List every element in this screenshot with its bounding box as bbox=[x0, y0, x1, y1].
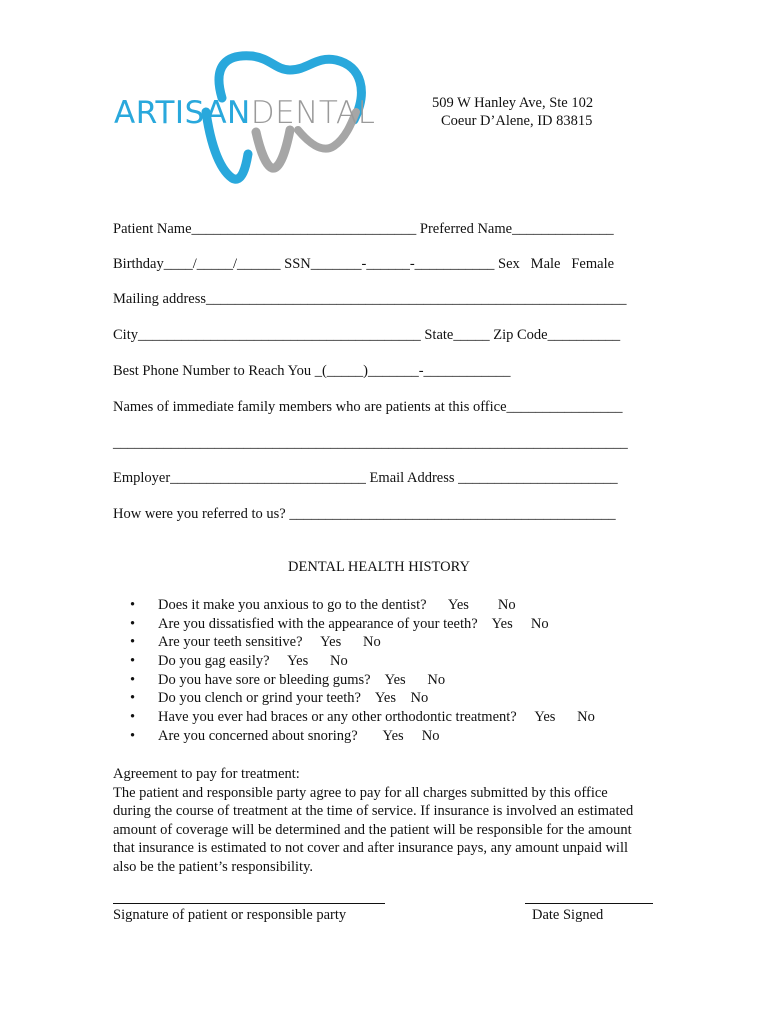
agreement-line: The patient and responsible party agree to pay for all charges submitted by this office bbox=[113, 784, 608, 801]
agreement-line: amount of coverage will be determined and the patient will be responsible for the amount bbox=[113, 821, 632, 838]
question-text: Have you ever had braces or any other orthodontic treatment? Yes No bbox=[158, 709, 595, 726]
birthday-ssn-sex-field[interactable]: Birthday____/_____/______ SSN_______-______-___________ Sex Male Female bbox=[113, 256, 615, 272]
history-question[interactable] bbox=[130, 708, 595, 727]
history-question[interactable] bbox=[130, 671, 595, 690]
address-line-1: 509 W Hanley Ave, Ste 102 bbox=[432, 95, 594, 111]
family-members-field[interactable]: Names of immediate family members who are patients at this office________________ bbox=[113, 399, 623, 415]
agreement-paragraph bbox=[113, 765, 673, 877]
question-text: Do you gag easily? Yes No bbox=[158, 653, 348, 670]
logo-wordmark bbox=[114, 93, 375, 133]
history-question[interactable] bbox=[130, 652, 595, 671]
bullet: • bbox=[130, 653, 136, 670]
bullet: • bbox=[130, 709, 136, 726]
patient-name-field[interactable]: Patient Name_______________________________ Preferred Name______________ bbox=[113, 221, 614, 237]
question-text: Do you clench or grind your teeth? Yes No bbox=[158, 690, 429, 707]
history-question[interactable] bbox=[130, 633, 595, 652]
logo-word-dental: DENTAL bbox=[250, 95, 376, 131]
employer-email-field[interactable]: Employer___________________________ Email Address ______________________ bbox=[113, 470, 618, 486]
agreement-line: that insurance is estimated to not cover and after insurance pays, any amount unpaid will bbox=[113, 840, 628, 857]
referral-field[interactable]: How were you referred to us? _____________________________________________ bbox=[113, 506, 616, 522]
bullet: • bbox=[130, 634, 136, 651]
bullet: • bbox=[130, 727, 136, 744]
address-line-2: Coeur D’Alene, ID 83815 bbox=[441, 113, 593, 129]
logo-word-artisan: ARTISAN bbox=[114, 95, 251, 131]
agreement-line: during the course of treatment at the time of service. If insurance is involved an estimated bbox=[113, 803, 634, 820]
family-members-continuation-line[interactable]: _______________________________________________________________________ bbox=[113, 435, 628, 451]
section-title-dental-history: DENTAL HEALTH HISTORY bbox=[288, 559, 470, 575]
question-text: Are you dissatisfied with the appearance of your teeth? Yes No bbox=[158, 615, 549, 632]
agreement-heading: Agreement to pay for treatment: bbox=[113, 766, 300, 782]
date-signed-label: Date Signed bbox=[532, 907, 604, 923]
city-state-zip-field[interactable]: City_______________________________________ State_____ Zip Code__________ bbox=[113, 327, 621, 343]
mailing-address-field[interactable]: Mailing address__________________________________________________________ bbox=[113, 291, 627, 307]
phone-field[interactable]: Best Phone Number to Reach You _(_____)_______-____________ bbox=[113, 363, 511, 379]
signature-label: Signature of patient or responsible party bbox=[113, 907, 347, 923]
question-text: Are your teeth sensitive? Yes No bbox=[158, 634, 381, 651]
dental-history-list bbox=[130, 596, 595, 746]
date-signed-line[interactable] bbox=[525, 903, 653, 904]
question-text: Does it make you anxious to go to the dentist? Yes No bbox=[158, 597, 516, 613]
history-question[interactable] bbox=[130, 689, 595, 708]
agreement-line: also be the patient’s responsibility. bbox=[113, 858, 314, 875]
bullet: • bbox=[130, 671, 136, 688]
history-question[interactable] bbox=[130, 615, 595, 634]
signature-line[interactable] bbox=[113, 903, 385, 904]
history-question[interactable] bbox=[130, 596, 595, 615]
history-question[interactable] bbox=[130, 727, 595, 746]
bullet: • bbox=[130, 615, 136, 632]
bullet: • bbox=[130, 597, 136, 613]
bullet: • bbox=[130, 690, 136, 707]
question-text: Are you concerned about snoring? Yes No bbox=[158, 727, 440, 744]
question-text: Do you have sore or bleeding gums? Yes No bbox=[158, 671, 446, 688]
